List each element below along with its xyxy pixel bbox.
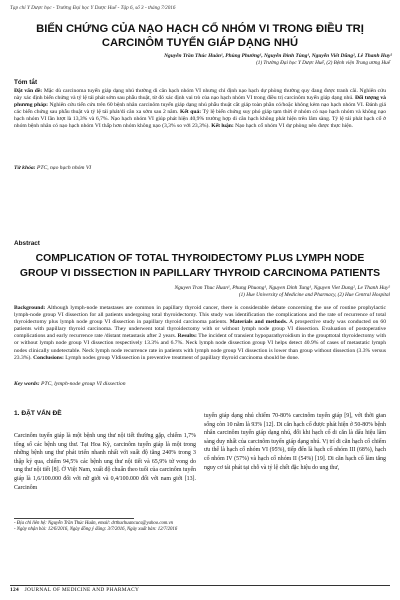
english-title <box>14 252 386 281</box>
vietnamese-title-line-2: CARCINÔM TUYẾN GIÁP DẠNG NHÚ <box>101 37 299 49</box>
page-footer <box>10 587 139 593</box>
english-abstract-heading: Abstract <box>14 240 40 247</box>
footer-divider <box>10 585 390 586</box>
en-abstract-text-background: Although lymph-node metastases are common in papillary thyroid cancer, there is considerable debate concerning the use of routine prophylactic lymph-node group VI dissection for all patients undergoing total thyroidectomy. This study was identification the complications and the rate of recurrence of total thyroidectomy plus lymph node group VI dissection in papillary thyroid carcinoma patients. <box>14 305 386 326</box>
vietnamese-keywords <box>14 165 91 171</box>
vietnamese-keywords-label: Từ khóa: <box>14 165 36 171</box>
en-abstract-text-conclusion: Lymph nodes group VIdissection in preventive treatment of papillary thyroid carcinoma should be done. <box>63 354 300 361</box>
english-keywords-text: PTC, lymph-node group VI dissection <box>39 381 126 387</box>
footnote-dates: - Ngày nhận bài: 12/6/2016, Ngày đồng ý đăng: 3/7/2016, Ngày xuất bản: 12/7/2016 <box>14 527 178 533</box>
english-keywords <box>14 381 126 387</box>
vn-abstract-text-methods: Nghiên cứu tiến cứu trên 60 bệnh nhân carcinôm tuyến giáp dạng nhú phẫu thuật cắt giáp toàn phần có/hoặc không kèm nạo hạch nhóm VI. Đánh giá các biến chứng sau phẫu thuật và tỷ lệ tái phát/di căn xa sớm sau 2 năm. <box>14 102 386 116</box>
journal-name: JOURNAL OF MEDICINE AND PHARMACY <box>24 587 140 593</box>
en-abstract-text-methods: A prospective study was conducted on 60 patients with papillary thyroid carcinoma. They underwent total thyroidectomy with or without lymph node group VI dissection. Evaluation of postoperative complications and early recurrence rate /distant metastasis after 2 years. <box>14 319 386 340</box>
vietnamese-abstract <box>14 88 386 131</box>
vn-abstract-label-conclusion: Kết luận: <box>211 123 234 130</box>
en-abstract-label-results: Results: <box>177 333 197 340</box>
en-abstract-label-conclusion: Conclusions: <box>33 354 64 361</box>
vn-abstract-text-results: Tỷ lệ biến chứng suy phó giáp tạm thời ở nhóm có nạo hạch nhóm và không nạo hạch nhóm VI lần lượt là 13,3% và 6,7%. Nạo hạch nhóm VI giúp phát hiện 40,9% trường hợp di căn hạch không phát hiện trên lâm sàng. Tỷ lệ tái phát hạch cổ ở nhóm bệnh nhân có nạo hạch nhóm VI thấp hơn nhóm không nạo (3,3% so với 23,3%). <box>14 109 386 130</box>
vietnamese-title-line-1: BIẾN CHỨNG CỦA NẠO HẠCH CỔ NHÓM VI TRONG ĐIỀU TRỊ <box>36 23 364 35</box>
english-abstract <box>14 305 386 362</box>
english-keywords-label: Key words: <box>14 381 40 387</box>
footnote-contact: - Địa chỉ liên hệ: Nguyễn Trần Thúc Huân, email: drthuchuancucs@yahoo.com.vn <box>14 521 174 526</box>
en-abstract-label-background: Background: <box>14 305 46 311</box>
footnote-divider <box>14 518 134 519</box>
vn-abstract-label-methods: Đối tượng và phương pháp: <box>14 95 386 109</box>
vn-abstract-text-conclusion: Nạo hạch cổ nhóm VI dự phòng nên được thực hiện. <box>233 123 353 130</box>
vietnamese-title <box>14 22 386 50</box>
vn-abstract-label-background: Đặt vấn đề: <box>14 88 43 94</box>
vietnamese-abstract-heading: Tóm tắt <box>14 79 38 86</box>
footnotes <box>14 521 264 533</box>
vn-abstract-label-results: Kết quả: <box>179 109 202 116</box>
vietnamese-affiliations: (1) Trường Đại học Y Dược Huế, (2) Bệnh viện Trung ương Huế <box>256 60 390 66</box>
vietnamese-keywords-text: PTC, nạo hạch nhóm VI <box>35 165 92 171</box>
english-affiliations: (1) Hue University of Medicine and Pharmacy, (2) Hue Central Hospital <box>238 292 390 298</box>
english-title-line-2: GROUP VI DISSECTION IN PAPILLARY THYROID CARCINOMA PATIENTS <box>19 267 381 279</box>
vn-abstract-text-background: Mặc dù carcinoma tuyến giáp dạng nhú thường di căn hạch nhóm VI nhưng chỉ định nạo hạch dự phòng thường quy đang được tranh cãi. Nghiên cứu này xác định biến chứng và tỷ lệ tái phát sớm sau phẫu thuật, từ đó xác định vai trò của nạo hạch nhóm VI trong điều trị carcinôm tuyến giáp dạng nhú. <box>14 88 386 102</box>
page-number: 124 <box>10 587 19 593</box>
english-title-line-1: COMPLICATION OF TOTAL THYROIDECTOMY PLUS LYMPH NODE <box>35 253 365 264</box>
running-head: Tạp chí Y Dược học - Trường Đại học Y Dược Huế - Tập 6, số 3 - tháng 7/2016 <box>10 5 176 11</box>
en-abstract-label-methods: Materials and methods. <box>229 319 288 326</box>
english-authors: Nguyen Tran Thuc Huan¹, Phung Phuong¹, Nguyen Dinh Tung¹, Nguyen Viet Dung², Le Thanh Huy² <box>174 285 390 291</box>
en-abstract-text-results: The incident of transient hypoparathyroidism in the groupttotal thyroidectomy with or without lymph node group VI dissection respectively 13.3% and 6.7%. Neck lymph node dissection group VI helps detect 40.9% of cases of metastatic lymph nodes clinically undetectable. Neck lymph node recurrence rate in patients with lymph node group VI dissection is lower than group without dissection (3.3% versus 23.3%). <box>14 333 386 361</box>
section-heading: 1. ĐẶT VẤN ĐỀ <box>14 410 62 417</box>
vietnamese-authors: Nguyễn Trần Thúc Huân¹, Phùng Phướng¹, Nguyễn Đình Tùng¹, Nguyễn Viết Dũng², Lê Thanh Huy² <box>164 53 392 59</box>
body-column-left: Carcinôm tuyến giáp là một bệnh ung thư nội tiết thường gặp, chiếm 1,7% tổng số các bệnh ung thư. Tại Hoa Kỳ, carcinôm tuyến giáp là một trong những bệnh ung thư phát triển nhanh nhất với suất độ tăng 240% trong 3 thập kỷ qua, chiếm 94,5% các bệnh ung thư nội tiết và 65,9% tử vong do ung thư nội tiết [8]. Ở Việt Nam, xuất độ chuẩn theo tuổi của carcinôm tuyến giáp là 1,6/100.000 đối với nữ giới và 0,4/100.000 đối với nam giới [13]. Carcinôm <box>14 433 196 491</box>
body-column-right: tuyến giáp dạng nhú chiếm 70-80% carcinôm tuyến giáp [9], với thời gian sống còn 10 năm là 93% [12]. Di căn hạch cổ được phát hiện ở 50-80% bệnh nhân carcinôm tuyến giáp dạng nhú, đối khi hạch cổ di căn là dấu hiệu lâm sàng duy nhất của carcinôm tuyến giáp dạng nhú. Vị trí di căn hạch cổ chiếm ưu thế là hạch cổ nhóm VI (95%), tiếp đến là hạch cổ nhóm III (68%), hạch cổ nhóm IV (57%) và hạch cổ nhóm II (54%) [19]. Di căn hạch cổ làm tăng nguy cơ tái phát tại chỗ và tỷ lệ chết đặc hiệu do ung thư, <box>204 413 386 471</box>
